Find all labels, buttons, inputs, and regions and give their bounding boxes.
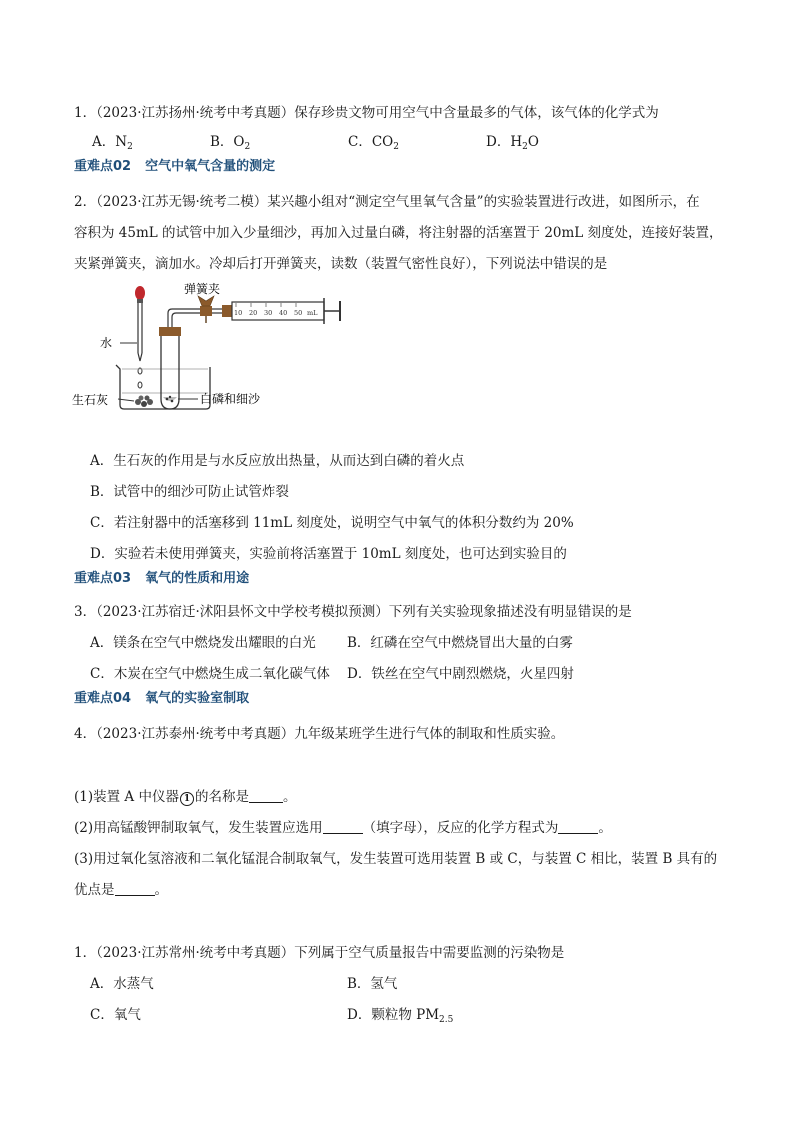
q4-part3-line2: 优点是 。 [74,882,168,898]
dropper [135,286,145,361]
q5-option-a: A．水蒸气 [90,976,154,992]
connecting-tube [168,309,222,327]
answer-blank[interactable] [323,819,363,834]
q1-option-c: C．$CO_2$ [348,134,399,152]
circled-number-1: 1 [180,792,194,806]
q2-option-a: A．生石灰的作用是与水反应放出热量，从而达到白磷的着火点 [90,453,465,469]
q2-stem-line2: 容积为 45mL 的试管中加入少量细沙，再加入过量白磷，将注射器的活塞置于 20mL 刻度处，连接好装置， [74,225,723,241]
q1-option-b: B．$O_2$ [210,134,251,152]
section-heading-02: 重难点02 空气中氧气含量的测定 [74,159,276,174]
q5-option-d: D．颗粒物 $PM_{2.5}$ [347,1007,454,1025]
quicklime [135,396,153,408]
label-water: 水 [100,336,113,350]
q5-stem: 1．（2023·江苏常州·统考中考真题）下列属于空气质量报告中需要监测的污染物是 [74,945,565,961]
q5-option-b: B．氢气 [347,976,398,992]
section-heading-03: 重难点03 氧气的性质和用途 [74,571,250,586]
answer-blank[interactable] [115,881,155,896]
answer-blank[interactable] [558,819,598,834]
q3-option-a: A．镁条在空气中燃烧发出耀眼的白光 [90,635,316,651]
scale-unit: mL [307,309,318,317]
experiment-apparatus-figure [72,281,384,413]
test-tube [159,327,181,409]
q3-option-d: D．铁丝在空气中剧烈燃烧，火星四射 [347,666,574,682]
q2-option-d: D．实验若未使用弹簧夹，实验前将活塞置于 10mL 刻度处，也可达到实验目的 [90,546,567,562]
q2-stem-line3: 夹紧弹簧夹，滴加水。冷却后打开弹簧夹，读数（装置气密性良好），下列说法中错误的是 [74,256,608,272]
spring-clip [198,296,214,323]
q3-option-c: C．木炭在空气中燃烧生成二氧化碳气体 [90,666,330,682]
q4-part2: (2)用高锰酸钾制取氧气，发生装置应选用 （填字母），反应的化学方程式为 。 [74,820,612,836]
q4-part1: (1)装置 A 中仪器 1 的名称是 。 [74,789,297,805]
q2-stem-line1: 2．（2023·江苏无锡·统考二模）某兴趣小组对“测定空气里氧气含量”的实验装置进行改进，如图所示，在 [74,194,700,210]
q4-stem: 4．（2023·江苏泰州·统考中考真题）九年级某班学生进行气体的制取和性质实验。 [74,726,565,742]
q3-stem: 3．（2023·江苏宿迁·沭阳县怀文中学校考模拟预测）下列有关实验现象描述没有明显错误的是 [74,604,632,620]
scale-40: 40 [279,309,288,317]
answer-blank[interactable] [249,788,283,803]
q2-option-c: C．若注射器中的活塞移到 11mL 刻度处，说明空气中氧气的体积分数约为 20% [90,515,574,531]
q1-stem: 1．（2023·江苏扬州·统考中考真题）保存珍贵文物可用空气中含量最多的气体，该气体的化学式为 [74,105,659,121]
scale-20: 20 [249,309,258,317]
q3-option-b: B．红磷在空气中燃烧冒出大量的白雾 [347,635,573,651]
section-heading-04: 重难点04 氧气的实验室制取 [74,691,250,706]
label-spring-clip: 弹簧夹 [184,282,221,296]
q2-option-b: B．试管中的细沙可防止试管炸裂 [90,484,289,500]
q4-part3-line1: (3)用过氧化氢溶液和二氧化锰混合制取氧气，发生装置可选用装置 B 或 C，与装置 C 相比，装置 B 具有的 [74,851,718,867]
scale-10: 10 [234,309,243,317]
scale-30: 30 [264,309,273,317]
beaker [116,365,210,409]
q1-option-a: A．$N_2$ [92,134,133,152]
q5-option-c: C．氧气 [90,1007,141,1023]
label-phosphorus-sand: 白磷和细沙 [200,392,261,406]
q1-option-d: D．$H_2O$ [486,134,539,152]
scale-50: 50 [294,309,303,317]
label-quicklime: 生石灰 [72,393,109,407]
